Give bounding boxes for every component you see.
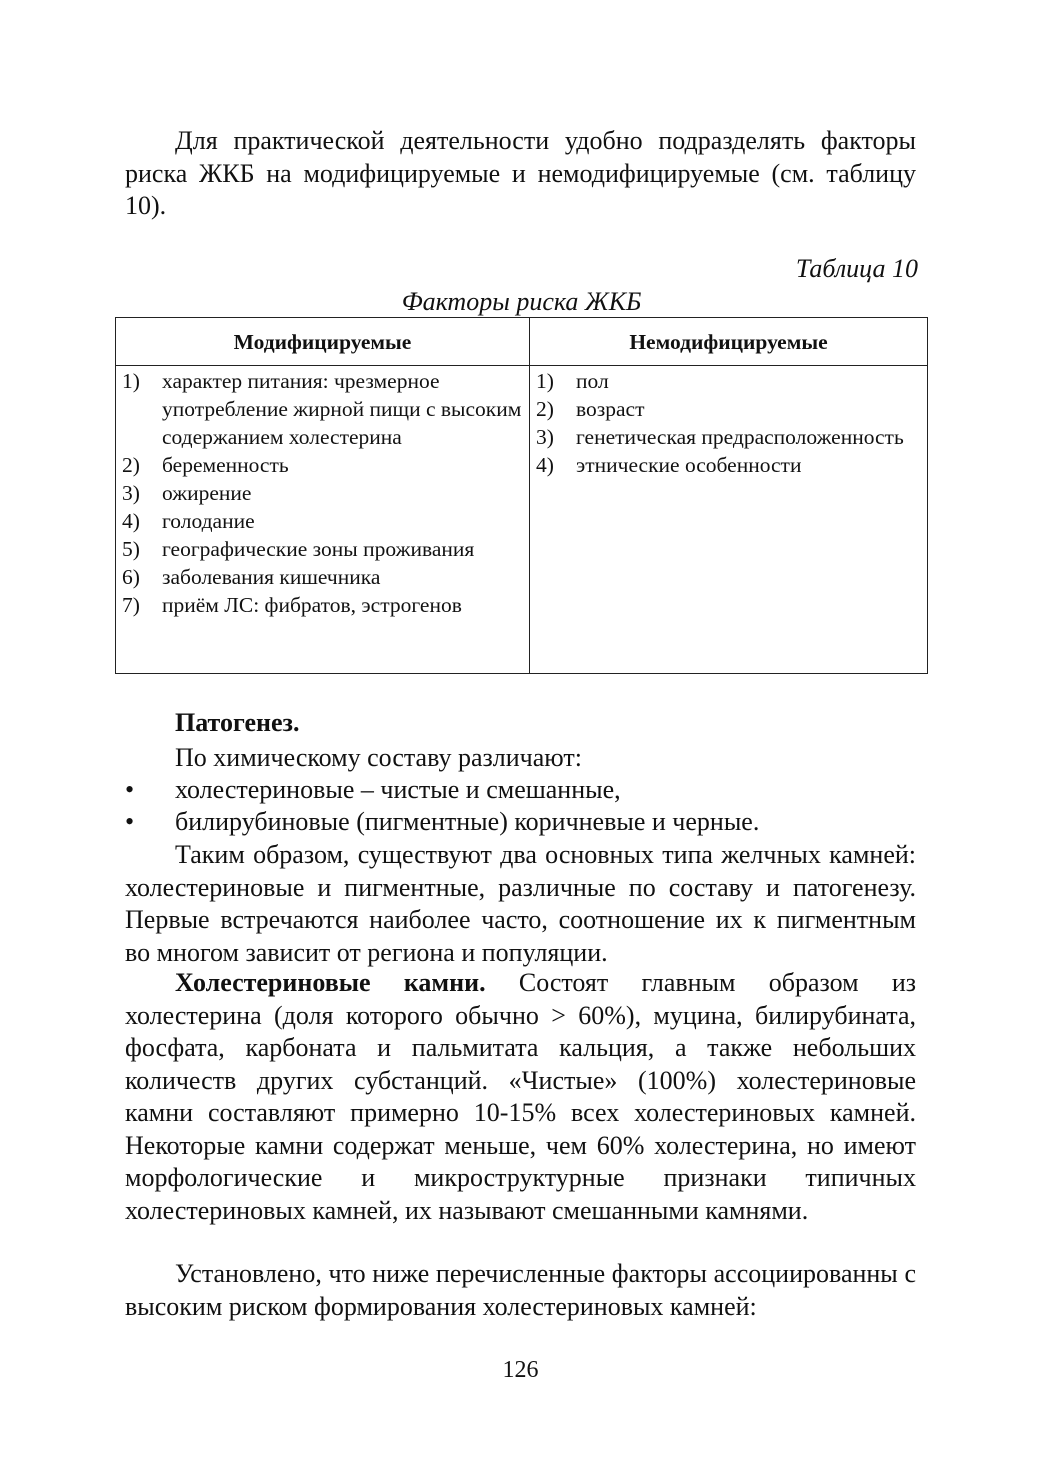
cholesterol-stones-title: Холестериновые камни.: [175, 968, 486, 997]
header-non-modifiable: Немодифицируемые: [530, 318, 928, 366]
bullet-item: [125, 806, 916, 839]
item-number: 6): [122, 565, 140, 589]
item-number: 2): [122, 453, 140, 477]
cholesterol-stones-text: Состоят главным образом из холестерина (доля которого обычно > 60%), муцина, билирубината, фосфата, карбоната и пальмитата кальция, а также небольших количеств других субстанций. «Чистые» (100%) холестериновые камни составляют примерно 10-15% всех холестериновых камней. Некоторые камни содержат меньше, чем 60% холестерина, но имеют морфологические и микроструктурные признаки типичных холестериновых камней, их называют смешанными камнями.: [125, 968, 917, 1225]
item-number: 7): [122, 593, 140, 617]
classification-lead: По химическому составу различают:: [175, 743, 582, 772]
non-modifiable-cell: [530, 366, 928, 674]
list-item: [122, 367, 525, 451]
item-text: беременность: [162, 453, 289, 477]
item-number: 1): [122, 369, 140, 393]
list-item: [122, 479, 525, 507]
item-text: ожирение: [162, 481, 252, 505]
item-text: возраст: [576, 397, 645, 421]
list-item: [536, 395, 923, 423]
bullet-text: билирубиновые (пигментные) коричневые и черные.: [175, 807, 760, 836]
list-item: [122, 507, 525, 535]
item-text: генетическая предрасположенность: [576, 425, 904, 449]
table-title: Факторы риска ЖКБ: [401, 287, 642, 316]
item-number: 5): [122, 537, 140, 561]
item-text: приём ЛС: фибратов, эстрогенов: [162, 593, 462, 617]
item-number: 1): [536, 369, 554, 393]
item-number: 3): [536, 425, 554, 449]
bullet-item: [125, 774, 916, 807]
item-text: этнические особенности: [576, 453, 802, 477]
item-text: пол: [576, 369, 609, 393]
list-item: [536, 451, 923, 479]
bullet-mark: •: [125, 807, 135, 836]
cholesterol-stones-paragraph: [125, 967, 916, 1227]
item-text: характер питания: чрезмерное употребление жирной пищи с высоким содержанием холестерина: [162, 369, 522, 449]
list-item: [122, 591, 525, 619]
table-row: [116, 366, 928, 674]
item-text: географические зоны проживания: [162, 537, 475, 561]
item-number: 4): [536, 453, 554, 477]
item-text: заболевания кишечника: [162, 565, 381, 589]
stone-types-paragraph: Таким образом, существуют два основных типа желчных камней: холестериновые и пигментные, различные по составу и патогенезу. Первые встречаются наиболее часто, соотношение их к пигментным во многом зависит от региона и популяции.: [125, 840, 916, 967]
intro-paragraph: Для практической деятельности удобно подразделять факторы риска ЖКБ на модифицируемые и немодифицируемые (см. таблицу 10).: [125, 126, 916, 220]
list-item: [122, 563, 525, 591]
bullet-text: холестериновые – чистые и смешанные,: [175, 775, 621, 804]
table-header-row: [116, 318, 928, 366]
list-item: [122, 535, 525, 563]
risk-factors-paragraph: Установлено, что ниже перечисленные факторы ассоциированны с высоким риском формирования холестериновых камней:: [125, 1259, 916, 1321]
bullet-mark: •: [125, 775, 135, 804]
pathogenesis-heading: Патогенез.: [175, 708, 300, 737]
header-modifiable: Модифицируемые: [116, 318, 530, 366]
item-number: 2): [536, 397, 554, 421]
table-number: Таблица 10: [795, 254, 918, 283]
page-number: 126: [502, 1357, 539, 1383]
item-text: голодание: [162, 509, 255, 533]
item-number: 4): [122, 509, 140, 533]
list-item: [122, 451, 525, 479]
item-number: 3): [122, 481, 140, 505]
list-item: [536, 367, 923, 395]
modifiable-cell: [116, 366, 530, 674]
list-item: [536, 423, 923, 451]
risk-factors-table: [115, 317, 928, 674]
